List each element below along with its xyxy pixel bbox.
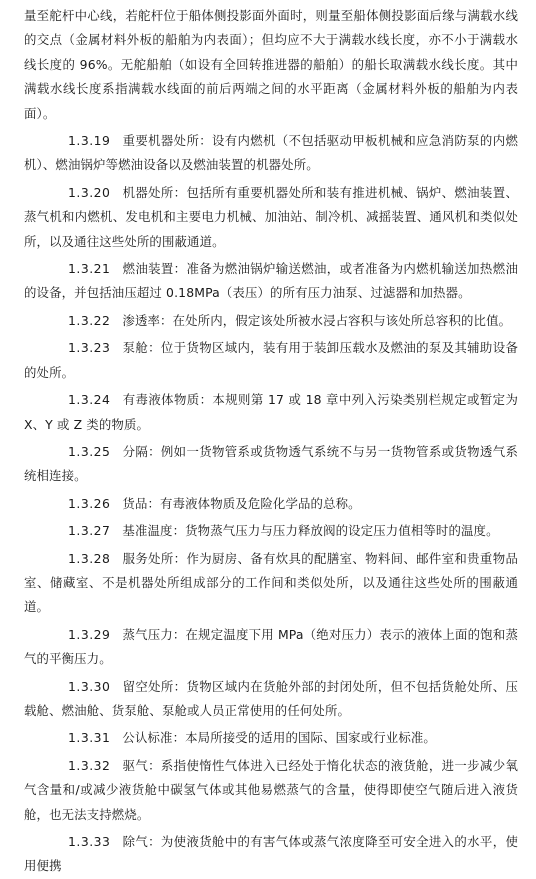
clause-paragraph	[24, 754, 518, 827]
clause-number: 1.3.31	[68, 730, 111, 746]
clause-paragraph	[24, 547, 518, 620]
clause-number: 1.3.33	[68, 834, 111, 849]
clause-number: 1.3.32	[68, 757, 111, 773]
clause-paragraph	[24, 830, 518, 879]
clause-list	[24, 129, 518, 879]
clause-text: 重要机器处所：设有内燃机（不包括驱动甲板机械和应急消防泵的内燃机）、燃油锅炉等燃油设备以及燃油装置的机器处所。	[24, 133, 518, 173]
clause-paragraph	[24, 181, 518, 254]
clause-text: 分隔：例如一货物管系或货物透气系统不与另一货物管系或货物透气系统相连接。	[24, 443, 518, 484]
clause-paragraph	[24, 519, 518, 543]
clause-number: 1.3.30	[68, 678, 111, 694]
clause-paragraph	[24, 388, 518, 437]
clause-paragraph	[24, 726, 518, 750]
clause-number: 1.3.29	[68, 626, 111, 642]
clause-text: 除气：为使液货舱中的有害气体或蒸气浓度降至可安全进入的水平，使用便携	[24, 834, 518, 874]
clause-text: 服务处所：作为厨房、备有炊具的配膳室、物料间、邮件室和贵重物品室、储藏室、不是机器处所组成部分的工作间和类似处所，以及通往这些处所的围蔽通道。	[24, 550, 518, 615]
clause-number: 1.3.25	[68, 443, 111, 459]
clause-number: 1.3.26	[68, 495, 111, 511]
clause-text: 蒸气压力：在规定温度下用 MPa（绝对压力）表示的液体上面的饱和蒸气的平衡压力。	[24, 626, 518, 667]
clause-text: 基准温度：货物蒸气压力与压力释放阀的设定压力值相等时的温度。	[122, 523, 499, 539]
clause-text: 留空处所：货物区域内在货舱外部的封闭处所，但不包括货舱处所、压载舱、燃油舱、货泵舱、泵舱或人员正常使用的任何处所。	[24, 678, 518, 718]
intro-paragraph: 量至舵杆中心线，若舵杆位于船体侧投影面外面时，则量至船体侧投影面后缘与满载水线的交点（金属材料外板的船舶为内表面）；但均应不大于满载水线长度，亦不小于满载水线长度的 96%。无舵船舶（如设有全回转推进器的船舶）的船长取满载水线长度。其中满载水线长度系指满载水线面的前后两端之间的水平距离（金属材料外板的船舶为内表面）。	[24, 8, 518, 121]
clause-text: 机器处所：包括所有重要机器处所和装有推进机械、锅炉、燃油装置、蒸气机和内燃机、发电机和主要电力机械、加油站、制冷机、减摇装置、通风机和类似处所，以及通往这些处所的围蔽通道。	[24, 184, 518, 249]
clause-number: 1.3.23	[68, 340, 111, 356]
clause-paragraph	[24, 440, 518, 489]
clause-text: 货品：有毒液体物质及危险化学品的总称。	[122, 495, 361, 511]
clause-number: 1.3.27	[68, 523, 111, 539]
clause-text: 渗透率：在处所内，假定该处所被水浸占容积与该处所总容积的比值。	[122, 312, 512, 328]
clause-paragraph	[24, 675, 518, 724]
clause-number: 1.3.28	[68, 550, 111, 566]
clause-number: 1.3.22	[68, 312, 111, 328]
clause-text: 公认标准：本局所接受的适用的国际、国家或行业标准。	[122, 730, 436, 746]
clause-text: 有毒液体物质：本规则第 17 或 18 章中列入污染类别栏规定或暂定为 X、Y 或 Z 类的物质。	[24, 392, 518, 432]
clause-number: 1.3.19	[68, 133, 111, 149]
clause-paragraph	[24, 257, 518, 306]
clause-text: 燃油装置：准备为燃油锅炉输送燃油，或者准备为内燃机输送加热燃油的设备，并包括油压超过 0.18MPa（表压）的所有压力油泵、过滤器和加热器。	[24, 261, 518, 301]
clause-paragraph	[24, 492, 518, 516]
clause-paragraph	[24, 336, 518, 385]
clause-number: 1.3.24	[68, 392, 111, 408]
clause-number: 1.3.21	[68, 261, 111, 277]
clause-paragraph	[24, 309, 518, 333]
clause-paragraph	[24, 623, 518, 672]
clause-text: 泵舱：位于货物区域内，装有用于装卸压载水及燃油的泵及其辅助设备的处所。	[24, 340, 518, 380]
clause-number: 1.3.20	[68, 184, 111, 200]
clause-paragraph	[24, 129, 518, 178]
clause-text: 驱气：系指使惰性气体进入已经处于惰化状态的液货舱，进一步减少氧气含量和/或减少液货舱中碳氢气体或其他易燃蒸气的含量，使得即使空气随后进入液货舱，也无法支持燃烧。	[24, 757, 518, 822]
